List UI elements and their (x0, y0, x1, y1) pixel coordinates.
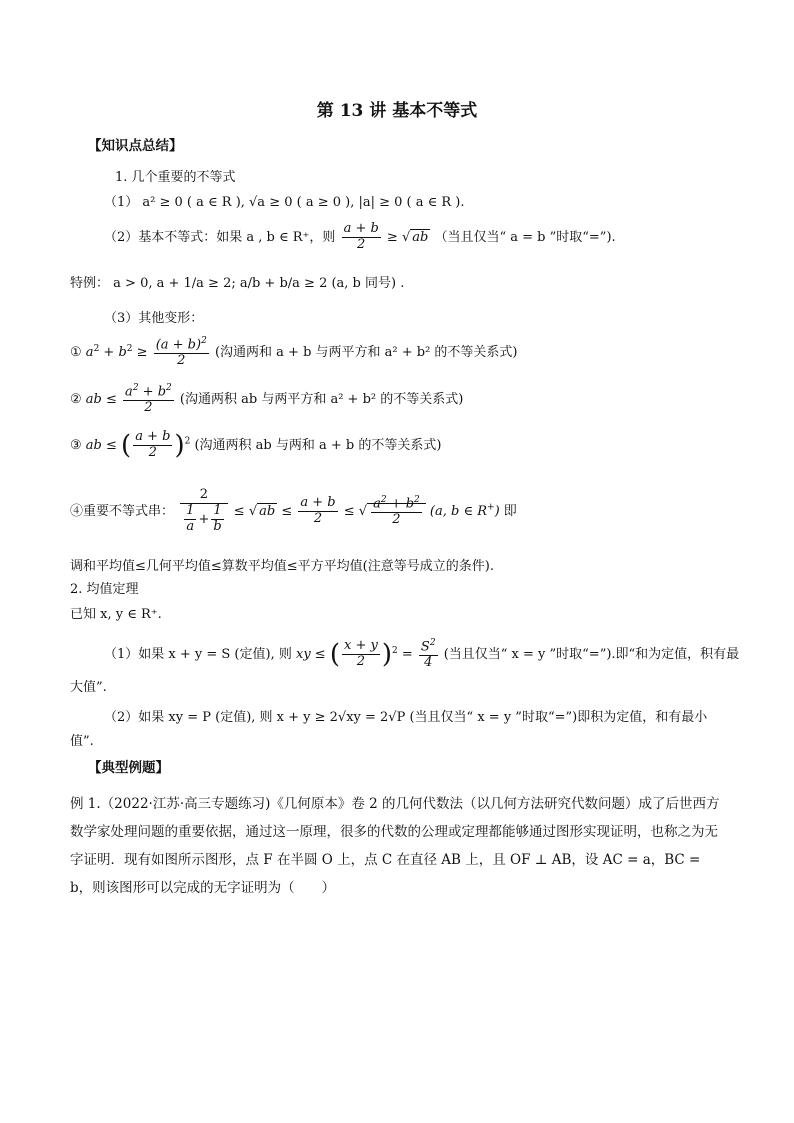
variant4-prefix: ④重要不等式串： (70, 503, 175, 519)
section-typical-examples: 【典型例题】 (88, 760, 169, 776)
item1-heading: 1. 几个重要的不等式 (115, 170, 236, 185)
variant3-note: (沟通两积 ab 与两和 a + b 的不等关系式) (194, 437, 442, 453)
item2-case2-prefix: （2）如果 xy = P (定值), 则 x + y ≥ 2√xy = 2√P (104, 710, 406, 725)
basic-inequality-suffix: （当且仅当“ a = b ”时取“=”). (434, 229, 616, 245)
variant4-suffix: 即 (503, 503, 517, 519)
variants-heading: （3）其他变形： (104, 311, 204, 326)
variant1-note: (沟通两和 a + b 与两平方和 a² + b² 的不等关系式) (214, 345, 518, 361)
item2-case2-wrap: 值”. (70, 734, 94, 749)
fraction-a-plus-b-over-2: $\frac{a + b}{2}$ (343, 221, 379, 252)
variant1-line: ① $a^2 + b^2$ ≥ $\frac{(a + b)^2}{2}$ (沟通两和 a + b 与两平方和 a² + b² 的不等关系式) (70, 336, 518, 369)
item2-case2-line (104, 706, 707, 725)
special-case-math: a > 0, a + 1/a ≥ 2; a/b + b/a ≥ 2 (a, b 同号) (113, 276, 397, 291)
basic-inequality-line: （2）基本不等式：如果 a , b ∈ R⁺，则 $\frac{a + b}{2}$ ≥ √ ab （当且仅当“ a = b ”时取“=”). (104, 221, 616, 252)
variant3-line: ③ ab ≤ ( $\frac{a + b}{2}$ )$^2$ (沟通两积 ab 与两和 a + b 的不等关系式) (70, 429, 442, 461)
mean-chain: 调和平均值≤几何平均值≤算数平均值≤平方平均值(注意等号成立的条件). (70, 559, 494, 574)
variant2-line: ② ab ≤ $\frac{a^2 + b^2}{2}$ (沟通两积 ab 与两平方和 a² + b² 的不等关系式) (70, 383, 464, 416)
page-title: 第 13 讲 基本不等式 (316, 101, 478, 121)
section-knowledge-summary: 【知识点总结】 (88, 138, 183, 154)
basic-inequality-prefix: （2）基本不等式：如果 a , b ∈ R⁺，则 (104, 229, 336, 245)
example-1-text: 例 1.（2022·江苏·高三专题练习)《几何原本》卷 2 的几何代数法（以几何方法研究代数问题）成了后世西方数学家处理问题的重要依据，通过这一原理，很多的代数的公理或定理都能够通过图形实现证明，也称之为无字证明．现有如图所示图形，点 F 在半圆 O 上，点 C 在直径 AB 上，且 OF ⊥ AB，设 AC = a，BC = b，则该图形可以完成的无字证明为（ ） (70, 796, 720, 896)
special-case-label: 特例： (70, 276, 110, 291)
variant4-line: ④重要不等式串： 2 $\frac{1}{a}$ + $\frac{1}{b}$ ≤ √ ab ≤ $\frac{a + b}{2}$ ≤ √ $\frac{a^2 + b^2}{2}$ (a, b ∈ R+) 即 (70, 487, 517, 534)
item2-case2-suffix: (当且仅当“ x = y ”时取“=”)即积为定值，和有最小 (409, 710, 708, 725)
item2-heading: 2. 均值定理 (70, 582, 139, 597)
item2-known: 已知 x, y ∈ R⁺. (70, 607, 162, 622)
item2-case1-line: （1）如果 x + y = S (定值), 则 xy ≤ ( $\frac{x + y}{2}$ )$^2$ = $\frac{S^2}{4}$ (当且仅当“ x = y ”时取“=”).即“和为定值，积有最 (104, 638, 740, 671)
item2-case1-suffix: (当且仅当“ x = y ”时取“=”).即“和为定值，积有最 (443, 647, 740, 663)
variant2-note: (沟通两积 ab 与两平方和 a² + b² 的不等关系式) (179, 392, 464, 408)
item2-case1-prefix: （1）如果 x + y = S (定值), 则 (104, 647, 292, 663)
special-case-line: 特例： a > 0, a + 1/a ≥ 2; a/b + b/a ≥ 2 (a, b 同号) . (70, 276, 405, 291)
item1-inequalities: （1） a² ≥ 0 ( a ∈ R ), √a ≥ 0 ( a ≥ 0 ), |a| ≥ 0 ( a ∈ R ). (104, 195, 465, 210)
item2-case1-wrap: 大值”. (70, 680, 107, 695)
